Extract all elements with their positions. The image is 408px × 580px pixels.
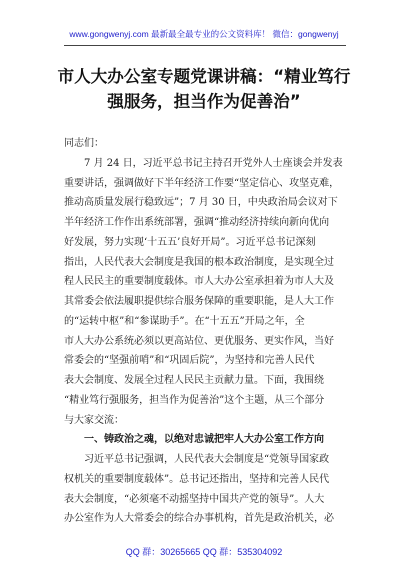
document-body	[64, 134, 346, 529]
paragraph-line: 重要讲话，强调做好下半年经济工作要“坚定信心、攻坚克难，	[64, 177, 340, 189]
paragraph-line: 指出，人民代表大会制度是我国的根本政治制度，是实现全过	[64, 256, 334, 268]
section-heading: 一、铸政治之魂，以绝对忠诚把牢人大办公室工作方向	[84, 434, 324, 446]
paragraph-line: 推动高质量发展行稳致远”；7 月 30 日，中央政治局会议对下	[64, 197, 338, 209]
paragraph-line: 权机关的重要制度载体”。总书记还指出，坚持和完善人民代	[64, 473, 330, 485]
paragraph-line: 好发展，努力实现‘十五五’良好开局”。习近平总书记深刻	[64, 236, 316, 248]
paragraph-line: 7 月 24 日，习近平总书记主持召开党外人士座谈会并发表	[84, 157, 343, 169]
paragraph-line: 的“运转中枢”和“参谋助手”。在“十五五”开局之年，全	[64, 315, 305, 327]
document-title	[44, 64, 364, 114]
paragraph-line: 半年经济工作作出系统部署，强调“推动经济持续向新向优向	[64, 217, 330, 228]
paragraph-line: “精业笃行强服务，担当作为促善治”这个主题，从三个部分	[64, 394, 325, 406]
footer-contact: QQ 群：30265665 QQ 群：535304092	[125, 547, 283, 557]
paragraph-line: 程人民民主的重要制度载体。市人大办公室承担着为市人大及	[64, 276, 334, 288]
paragraph-line: 常委会的“坚强前哨”和“巩固后院”，为坚持和完善人民代	[64, 355, 315, 367]
paragraph-line: 表大会制度、发展全过程人民民主贡献力量。下面，我围绕	[64, 375, 324, 386]
paragraph-line: 习近平总书记强调，人民代表大会制度是“党领导国家政	[84, 454, 330, 465]
document-title-line: 强服务，担当作为促善治”	[107, 92, 301, 111]
paragraph-section-1	[64, 450, 346, 529]
paragraph-line: 与大家交流：	[64, 414, 124, 426]
paragraph-intro	[64, 154, 346, 431]
paragraph-line: 表大会制度，“必须毫不动摇坚持中国共产党的领导”。人大	[64, 493, 325, 505]
paragraph-line: 办公室作为人大常委会的综合办事机构，首先是政治机关，必	[64, 513, 334, 525]
header-banner: www.gongwenyj.com 最新最全最专业的公文资料库！ 微信：gongwenyj	[69, 29, 339, 39]
document-title-line: 市人大办公室专题党课讲稿：“精业笃行	[57, 67, 351, 86]
paragraph-line: 市人大办公系统必须以更高站位、更优服务、更实作风，当好	[64, 335, 334, 347]
header-divider	[64, 45, 346, 46]
paragraph-line: 其常委会依法履职提供综合服务保障的重要职能，是人大工作	[64, 296, 334, 307]
salutation: 同志们：	[64, 138, 104, 149]
